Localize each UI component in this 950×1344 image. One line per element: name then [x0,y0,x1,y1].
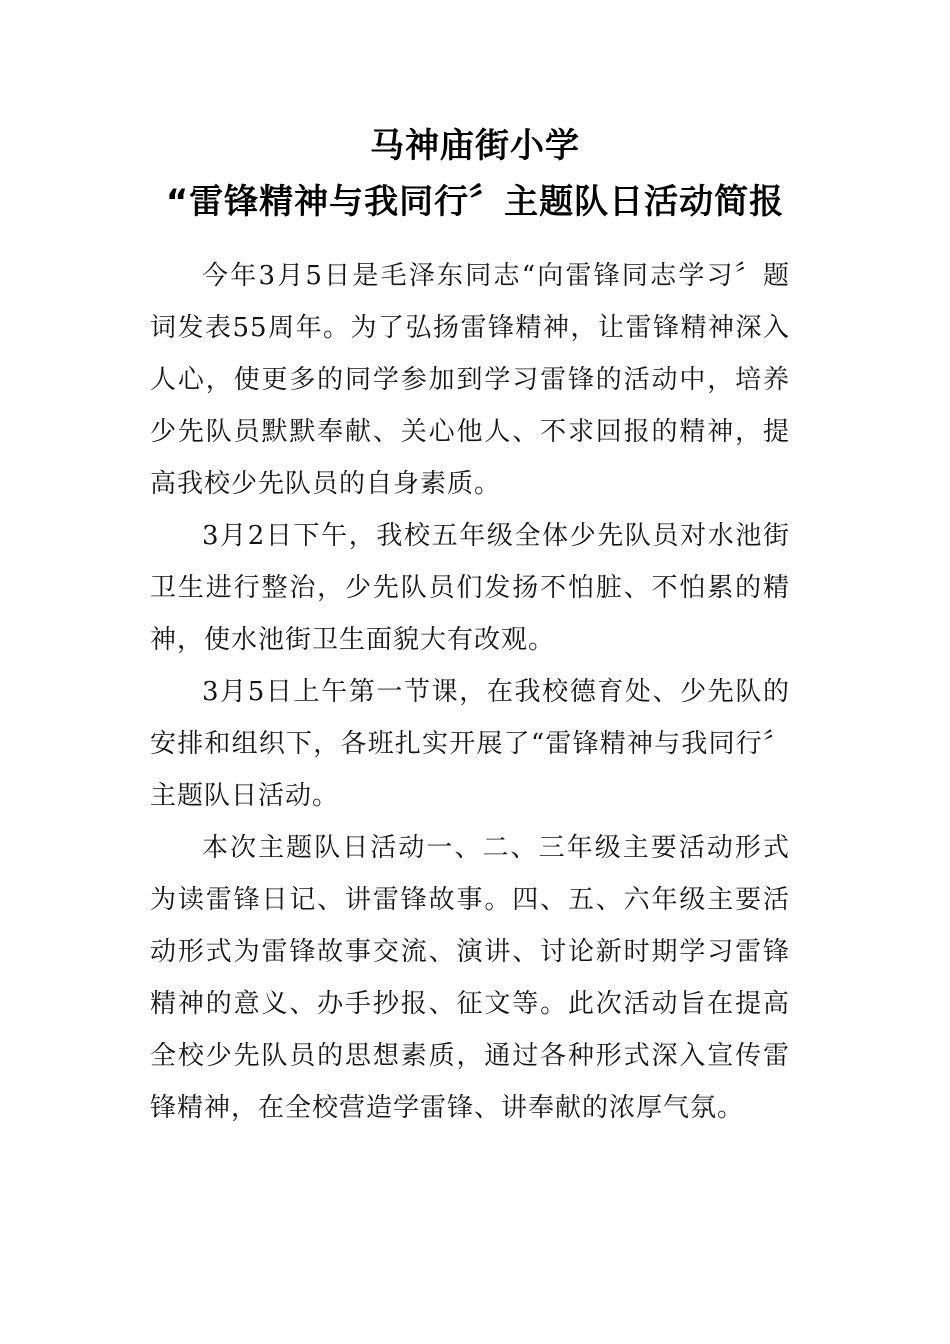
paragraph-activity-forms: 本次主题队日活动一、二、三年级主要活动形式为读雷锋日记、讲雷锋故事。四、五、六年级主要活动形式为雷锋故事交流、演讲、讨论新时期学习雷锋精神的意义、办手抄报、征文等。此次活动旨在提高全校少先队员的思想素质，通过各种形式深入宣传雷锋精神，在全校营造学雷锋、讲奉献的浓厚气氛。 [150,833,790,1123]
document-title [0,118,950,230]
report-title-heading: “雷锋精神与我同行〞主题队日活动简报 [165,182,785,222]
paragraph-class-activity: 3月5日上午第一节课，在我校德育处、少先队的安排和组织下，各班扎实开展了“雷锋精神与我同行〞主题队日活动。 [150,677,790,811]
school-name-heading: 马神庙街小学 [370,126,580,166]
paragraph-intro: 今年3月5日是毛泽东同志“向雷锋同志学习〞题词发表55周年。为了弘扬雷锋精神，让雷锋精神深入人心，使更多的同学参加到学习雷锋的活动中，培养少先队员默默奉献、关心他人、不求回报的精神，提高我校少先队员的自身素质。 [150,261,790,499]
paragraph-street-cleanup: 3月2日下午，我校五年级全体少先队员对水池街卫生进行整治，少先队员们发扬不怕脏、不怕累的精神，使水池街卫生面貌大有改观。 [150,521,790,655]
document-body [150,250,790,1134]
